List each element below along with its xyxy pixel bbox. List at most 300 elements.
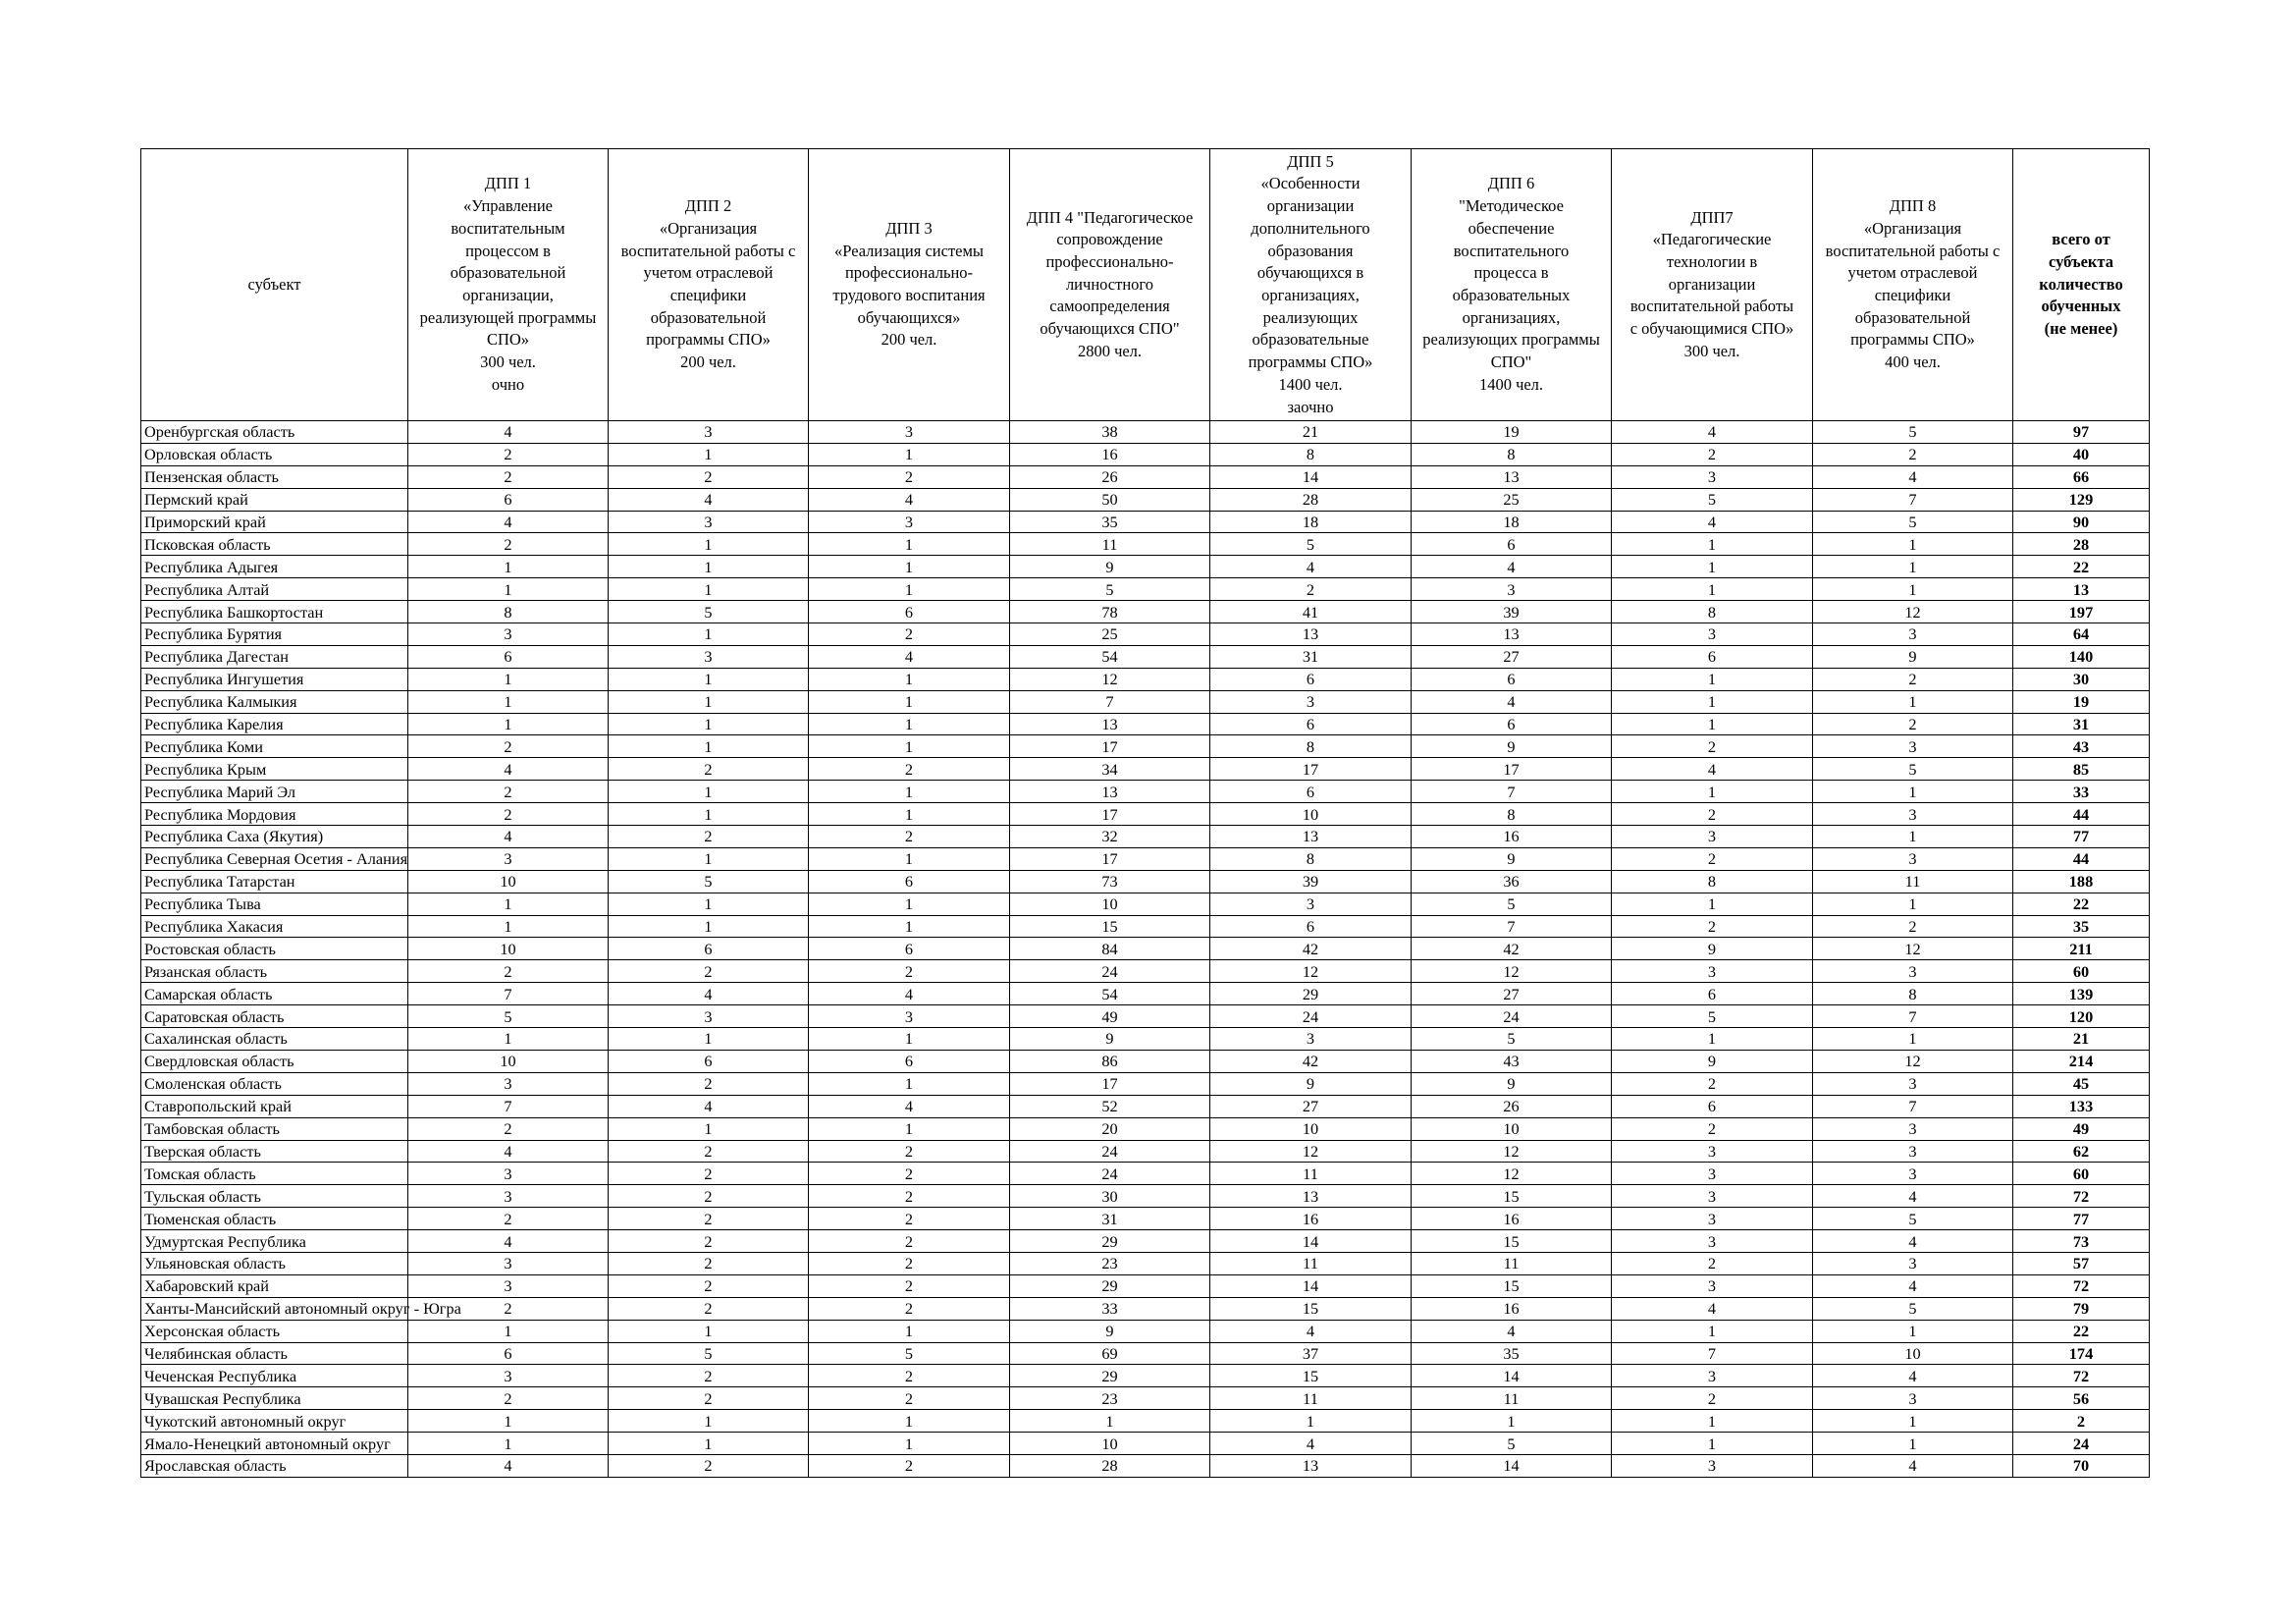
value-cell-dpp2: 1 [609, 781, 809, 803]
value-cell-dpp5: 4 [1210, 556, 1412, 578]
subject-cell: Пензенская область [141, 465, 408, 488]
column-header-line: «Педагогические [1652, 230, 1772, 249]
column-header-line: обучающихся СПО" [1040, 319, 1180, 339]
value-cell-dpp4: 12 [1010, 668, 1210, 690]
value-cell-dpp8: 4 [1813, 1454, 2013, 1477]
value-cell-dpp4: 50 [1010, 488, 1210, 511]
value-cell-dpp7: 2 [1612, 443, 1813, 465]
column-header-line: «Реализация системы [833, 241, 985, 260]
value-cell-dpp5: 4 [1210, 1433, 1412, 1455]
value-cell-dpp8: 1 [1813, 781, 2013, 803]
value-cell-dpp3: 1 [809, 443, 1010, 465]
value-cell-dpp7: 1 [1612, 668, 1813, 690]
column-header-line: 200 чел. [680, 352, 736, 372]
subject-cell: Ярославская область [141, 1454, 408, 1477]
table-row [141, 713, 2150, 735]
total-cell: 64 [2013, 623, 2150, 646]
table-row [141, 847, 2150, 870]
table-row [141, 668, 2150, 690]
value-cell-dpp7: 2 [1612, 847, 1813, 870]
table-row [141, 1297, 2150, 1320]
table-row [141, 511, 2150, 533]
value-cell-dpp7: 3 [1612, 1185, 1813, 1208]
table-row [141, 1230, 2150, 1253]
column-header-dpp4 [1010, 149, 1210, 421]
total-cell: 77 [2013, 826, 2150, 848]
value-cell-dpp2: 5 [609, 601, 809, 623]
value-cell-dpp5: 6 [1210, 915, 1412, 938]
value-cell-dpp5: 27 [1210, 1095, 1412, 1117]
value-cell-dpp6: 6 [1412, 713, 1612, 735]
value-cell-dpp6: 13 [1412, 465, 1612, 488]
column-header-line: образования [1267, 241, 1354, 260]
value-cell-dpp8: 2 [1813, 668, 2013, 690]
value-cell-dpp1: 6 [408, 645, 609, 668]
value-cell-dpp8: 12 [1813, 938, 2013, 960]
value-cell-dpp6: 5 [1412, 1433, 1612, 1455]
table-row [141, 1117, 2150, 1140]
value-cell-dpp2: 2 [609, 1274, 809, 1297]
table-row [141, 826, 2150, 848]
table-row [141, 1005, 2150, 1028]
value-cell-dpp4: 17 [1010, 847, 1210, 870]
table-row [141, 1072, 2150, 1095]
value-cell-dpp4: 23 [1010, 1387, 1210, 1410]
column-header-line: 2800 чел. [1077, 341, 1143, 360]
value-cell-dpp8: 1 [1813, 533, 2013, 556]
value-cell-dpp1: 1 [408, 556, 609, 578]
value-cell-dpp4: 25 [1010, 623, 1210, 646]
value-cell-dpp4: 29 [1010, 1365, 1210, 1387]
total-cell: 43 [2013, 735, 2150, 758]
value-cell-dpp3: 1 [809, 1410, 1010, 1433]
column-header-line: самоопределения [1049, 297, 1170, 316]
column-header-line: образовательные [1252, 330, 1369, 350]
value-cell-dpp7: 3 [1612, 1274, 1813, 1297]
value-cell-dpp7: 7 [1612, 1342, 1813, 1365]
total-cell: 22 [2013, 556, 2150, 578]
value-cell-dpp7: 1 [1612, 713, 1813, 735]
value-cell-dpp6: 26 [1412, 1095, 1612, 1117]
value-cell-dpp8: 9 [1813, 645, 2013, 668]
value-cell-dpp4: 20 [1010, 1117, 1210, 1140]
column-header-line: реализующей программы [419, 307, 597, 327]
value-cell-dpp6: 3 [1412, 578, 1612, 601]
column-header-line: "Методическое [1459, 196, 1564, 216]
value-cell-dpp3: 5 [809, 1342, 1010, 1365]
value-cell-dpp2: 2 [609, 960, 809, 983]
table-row [141, 556, 2150, 578]
column-header-line: (не менее) [2044, 319, 2118, 339]
column-header-total [2013, 149, 2150, 421]
value-cell-dpp4: 10 [1010, 1433, 1210, 1455]
value-cell-dpp5: 24 [1210, 1005, 1412, 1028]
table-row [141, 601, 2150, 623]
subject-cell: Удмуртская Республика [141, 1230, 408, 1253]
subject-cell: Республика Тыва [141, 893, 408, 915]
value-cell-dpp4: 78 [1010, 601, 1210, 623]
total-cell: 97 [2013, 421, 2150, 444]
value-cell-dpp2: 1 [609, 1320, 809, 1342]
value-cell-dpp1: 2 [408, 465, 609, 488]
value-cell-dpp7: 1 [1612, 556, 1813, 578]
value-cell-dpp2: 2 [609, 1208, 809, 1230]
value-cell-dpp7: 9 [1612, 938, 1813, 960]
total-cell: 120 [2013, 1005, 2150, 1028]
table-row [141, 533, 2150, 556]
value-cell-dpp4: 17 [1010, 1072, 1210, 1095]
value-cell-dpp7: 3 [1612, 1140, 1813, 1163]
column-header-subject [141, 149, 408, 421]
value-cell-dpp6: 14 [1412, 1365, 1612, 1387]
table-row [141, 443, 2150, 465]
column-header-line: обученных [2041, 297, 2121, 316]
subject-cell: Республика Марий Эл [141, 781, 408, 803]
value-cell-dpp1: 4 [408, 1454, 609, 1477]
value-cell-dpp7: 3 [1612, 1208, 1813, 1230]
subject-cell: Тверская область [141, 1140, 408, 1163]
value-cell-dpp8: 1 [1813, 556, 2013, 578]
value-cell-dpp1: 8 [408, 601, 609, 623]
value-cell-dpp5: 6 [1210, 781, 1412, 803]
value-cell-dpp2: 2 [609, 1387, 809, 1410]
value-cell-dpp3: 3 [809, 1005, 1010, 1028]
value-cell-dpp8: 3 [1813, 1117, 2013, 1140]
value-cell-dpp6: 24 [1412, 1005, 1612, 1028]
value-cell-dpp7: 8 [1612, 601, 1813, 623]
value-cell-dpp6: 15 [1412, 1274, 1612, 1297]
value-cell-dpp8: 5 [1813, 421, 2013, 444]
subject-cell: Республика Северная Осетия - Алания [141, 847, 408, 870]
value-cell-dpp7: 2 [1612, 1117, 1813, 1140]
total-cell: 133 [2013, 1095, 2150, 1117]
value-cell-dpp2: 2 [609, 1140, 809, 1163]
column-header-line: количество [2039, 274, 2123, 294]
value-cell-dpp5: 11 [1210, 1252, 1412, 1274]
column-header-line: процессом в [465, 241, 551, 260]
value-cell-dpp4: 9 [1010, 1028, 1210, 1051]
table-row [141, 781, 2150, 803]
value-cell-dpp7: 3 [1612, 1454, 1813, 1477]
value-cell-dpp2: 1 [609, 735, 809, 758]
column-header-line: ДПП 6 [1487, 174, 1535, 193]
value-cell-dpp4: 16 [1010, 443, 1210, 465]
value-cell-dpp8: 4 [1813, 465, 2013, 488]
value-cell-dpp7: 2 [1612, 735, 1813, 758]
value-cell-dpp3: 4 [809, 645, 1010, 668]
value-cell-dpp7: 4 [1612, 511, 1813, 533]
table-row [141, 1342, 2150, 1365]
value-cell-dpp1: 7 [408, 983, 609, 1005]
value-cell-dpp3: 1 [809, 893, 1010, 915]
table-row [141, 1050, 2150, 1072]
value-cell-dpp5: 6 [1210, 713, 1412, 735]
column-header-line: воспитательной работы с [1825, 241, 2001, 260]
column-header-line: организациях, [1261, 286, 1360, 304]
total-cell: 33 [2013, 781, 2150, 803]
subject-cell: Республика Дагестан [141, 645, 408, 668]
value-cell-dpp5: 5 [1210, 533, 1412, 556]
value-cell-dpp1: 2 [408, 443, 609, 465]
table-row [141, 1365, 2150, 1387]
value-cell-dpp8: 3 [1813, 1072, 2013, 1095]
value-cell-dpp4: 29 [1010, 1274, 1210, 1297]
value-cell-dpp6: 17 [1412, 758, 1612, 781]
value-cell-dpp7: 6 [1612, 983, 1813, 1005]
value-cell-dpp6: 8 [1412, 443, 1612, 465]
value-cell-dpp5: 14 [1210, 465, 1412, 488]
column-header-line: личностного [1065, 274, 1154, 294]
value-cell-dpp2: 6 [609, 1050, 809, 1072]
value-cell-dpp5: 9 [1210, 1072, 1412, 1095]
total-cell: 72 [2013, 1185, 2150, 1208]
subject-cell: Ставропольский край [141, 1095, 408, 1117]
total-cell: 49 [2013, 1117, 2150, 1140]
table-row [141, 938, 2150, 960]
column-header-line: 1400 чел. [1478, 374, 1544, 394]
table-row [141, 1410, 2150, 1433]
column-header-line: субъекта [2049, 251, 2113, 271]
total-cell: 44 [2013, 803, 2150, 826]
table-row [141, 1185, 2150, 1208]
value-cell-dpp8: 2 [1813, 713, 2013, 735]
value-cell-dpp2: 2 [609, 465, 809, 488]
total-cell: 40 [2013, 443, 2150, 465]
value-cell-dpp7: 3 [1612, 1365, 1813, 1387]
value-cell-dpp6: 12 [1412, 1163, 1612, 1185]
value-cell-dpp5: 14 [1210, 1274, 1412, 1297]
value-cell-dpp8: 1 [1813, 690, 2013, 713]
total-cell: 211 [2013, 938, 2150, 960]
value-cell-dpp5: 8 [1210, 847, 1412, 870]
value-cell-dpp4: 15 [1010, 915, 1210, 938]
value-cell-dpp1: 1 [408, 893, 609, 915]
value-cell-dpp6: 10 [1412, 1117, 1612, 1140]
total-cell: 31 [2013, 713, 2150, 735]
value-cell-dpp1: 3 [408, 623, 609, 646]
value-cell-dpp1: 7 [408, 1095, 609, 1117]
subject-cell: Республика Коми [141, 735, 408, 758]
value-cell-dpp3: 2 [809, 960, 1010, 983]
subject-cell: Псковская область [141, 533, 408, 556]
value-cell-dpp2: 1 [609, 690, 809, 713]
column-header-line: организации, [462, 286, 554, 304]
value-cell-dpp1: 10 [408, 1050, 609, 1072]
subject-cell: Приморский край [141, 511, 408, 533]
subject-cell: Ямало-Ненецкий автономный округ [141, 1433, 408, 1455]
column-header-line: 300 чел. [480, 352, 536, 372]
column-header-line: организациях, [1462, 307, 1561, 327]
table-row [141, 578, 2150, 601]
value-cell-dpp4: 24 [1010, 1140, 1210, 1163]
table-row [141, 1433, 2150, 1455]
value-cell-dpp3: 2 [809, 1185, 1010, 1208]
value-cell-dpp6: 14 [1412, 1454, 1612, 1477]
column-header-dpp1 [408, 149, 609, 421]
subject-cell: Тульская область [141, 1185, 408, 1208]
column-header-line: СПО" [1490, 352, 1532, 372]
column-header-line: СПО» [486, 330, 530, 350]
table-row [141, 645, 2150, 668]
value-cell-dpp7: 1 [1612, 1410, 1813, 1433]
total-cell: 30 [2013, 668, 2150, 690]
value-cell-dpp5: 41 [1210, 601, 1412, 623]
value-cell-dpp5: 42 [1210, 938, 1412, 960]
total-cell: 79 [2013, 1297, 2150, 1320]
value-cell-dpp3: 2 [809, 1163, 1010, 1185]
value-cell-dpp7: 4 [1612, 758, 1813, 781]
column-header-line: 300 чел. [1683, 341, 1740, 360]
table-row [141, 1028, 2150, 1051]
column-header-line: программы СПО» [1850, 330, 1975, 350]
value-cell-dpp1: 4 [408, 758, 609, 781]
value-cell-dpp8: 4 [1813, 1274, 2013, 1297]
total-cell: 85 [2013, 758, 2150, 781]
value-cell-dpp6: 11 [1412, 1252, 1612, 1274]
column-header-dpp6 [1412, 149, 1612, 421]
subject-cell: Чукотский автономный округ [141, 1410, 408, 1433]
value-cell-dpp2: 1 [609, 623, 809, 646]
value-cell-dpp6: 19 [1412, 421, 1612, 444]
value-cell-dpp2: 4 [609, 488, 809, 511]
value-cell-dpp3: 1 [809, 578, 1010, 601]
header-row [141, 149, 2150, 421]
value-cell-dpp1: 3 [408, 847, 609, 870]
value-cell-dpp6: 1 [1412, 1410, 1612, 1433]
value-cell-dpp5: 37 [1210, 1342, 1412, 1365]
total-cell: 19 [2013, 690, 2150, 713]
value-cell-dpp6: 15 [1412, 1185, 1612, 1208]
value-cell-dpp8: 12 [1813, 1050, 2013, 1072]
value-cell-dpp2: 5 [609, 1342, 809, 1365]
value-cell-dpp3: 2 [809, 1274, 1010, 1297]
column-header-line: организации [1266, 196, 1355, 216]
column-header-line: ДПП 5 [1287, 151, 1334, 171]
column-header-line: ДПП 2 [684, 196, 732, 216]
value-cell-dpp3: 1 [809, 713, 1010, 735]
value-cell-dpp8: 11 [1813, 870, 2013, 893]
value-cell-dpp5: 11 [1210, 1387, 1412, 1410]
total-cell: 90 [2013, 511, 2150, 533]
column-header-line: ДПП 3 [885, 218, 933, 238]
column-header-line: программы СПО» [646, 330, 771, 350]
column-header-line: «Организация [1863, 218, 1962, 238]
value-cell-dpp5: 10 [1210, 1117, 1412, 1140]
value-cell-dpp6: 39 [1412, 601, 1612, 623]
value-cell-dpp8: 3 [1813, 960, 2013, 983]
value-cell-dpp4: 13 [1010, 713, 1210, 735]
value-cell-dpp2: 6 [609, 938, 809, 960]
value-cell-dpp3: 6 [809, 601, 1010, 623]
value-cell-dpp2: 1 [609, 893, 809, 915]
value-cell-dpp1: 10 [408, 870, 609, 893]
value-cell-dpp3: 2 [809, 465, 1010, 488]
value-cell-dpp1: 2 [408, 1387, 609, 1410]
value-cell-dpp8: 5 [1813, 511, 2013, 533]
subject-cell: Ульяновская область [141, 1252, 408, 1274]
column-header-line: специфики [669, 286, 747, 304]
table-row [141, 421, 2150, 444]
value-cell-dpp7: 4 [1612, 1297, 1813, 1320]
column-header-line: сопровождение [1056, 230, 1163, 249]
column-header-dpp7 [1612, 149, 1813, 421]
value-cell-dpp1: 2 [408, 1297, 609, 1320]
value-cell-dpp6: 7 [1412, 915, 1612, 938]
value-cell-dpp7: 2 [1612, 1072, 1813, 1095]
value-cell-dpp4: 84 [1010, 938, 1210, 960]
total-cell: 73 [2013, 1230, 2150, 1253]
value-cell-dpp7: 1 [1612, 1028, 1813, 1051]
column-header-line: 1400 чел. [1278, 374, 1343, 394]
column-header-line: учетом отраслевой [643, 263, 774, 283]
value-cell-dpp8: 3 [1813, 1252, 2013, 1274]
value-cell-dpp8: 10 [1813, 1342, 2013, 1365]
value-cell-dpp3: 1 [809, 915, 1010, 938]
value-cell-dpp2: 2 [609, 1252, 809, 1274]
value-cell-dpp1: 6 [408, 1342, 609, 1365]
value-cell-dpp3: 2 [809, 826, 1010, 848]
value-cell-dpp3: 1 [809, 1433, 1010, 1455]
value-cell-dpp6: 18 [1412, 511, 1612, 533]
subject-cell: Тамбовская область [141, 1117, 408, 1140]
table-row [141, 983, 2150, 1005]
value-cell-dpp6: 16 [1412, 1297, 1612, 1320]
value-cell-dpp8: 7 [1813, 1095, 2013, 1117]
value-cell-dpp5: 39 [1210, 870, 1412, 893]
value-cell-dpp5: 15 [1210, 1297, 1412, 1320]
column-header-line: обучающихся в [1256, 263, 1364, 283]
column-header-line: образовательной [650, 307, 767, 327]
column-header-line: ДПП 4 "Педагогическое [1026, 207, 1194, 227]
value-cell-dpp7: 8 [1612, 870, 1813, 893]
value-cell-dpp5: 13 [1210, 1454, 1412, 1477]
total-cell: 129 [2013, 488, 2150, 511]
value-cell-dpp2: 1 [609, 668, 809, 690]
table-row [141, 915, 2150, 938]
value-cell-dpp8: 3 [1813, 1163, 2013, 1185]
value-cell-dpp2: 1 [609, 578, 809, 601]
value-cell-dpp3: 1 [809, 1117, 1010, 1140]
subject-cell: Челябинская область [141, 1342, 408, 1365]
value-cell-dpp8: 1 [1813, 1410, 2013, 1433]
value-cell-dpp5: 13 [1210, 1185, 1412, 1208]
value-cell-dpp6: 8 [1412, 803, 1612, 826]
value-cell-dpp6: 7 [1412, 781, 1612, 803]
value-cell-dpp7: 3 [1612, 960, 1813, 983]
value-cell-dpp3: 6 [809, 938, 1010, 960]
value-cell-dpp6: 4 [1412, 1320, 1612, 1342]
value-cell-dpp4: 11 [1010, 533, 1210, 556]
value-cell-dpp5: 31 [1210, 645, 1412, 668]
subject-cell: Республика Адыгея [141, 556, 408, 578]
value-cell-dpp6: 5 [1412, 893, 1612, 915]
value-cell-dpp7: 3 [1612, 623, 1813, 646]
value-cell-dpp4: 17 [1010, 735, 1210, 758]
column-header-line: 400 чел. [1885, 352, 1941, 372]
value-cell-dpp7: 1 [1612, 1320, 1813, 1342]
value-cell-dpp6: 12 [1412, 960, 1612, 983]
table-row [141, 1208, 2150, 1230]
value-cell-dpp7: 3 [1612, 1163, 1813, 1185]
value-cell-dpp6: 35 [1412, 1342, 1612, 1365]
value-cell-dpp2: 1 [609, 1410, 809, 1433]
subject-cell: Тюменская область [141, 1208, 408, 1230]
value-cell-dpp1: 2 [408, 533, 609, 556]
value-cell-dpp1: 3 [408, 1072, 609, 1095]
value-cell-dpp5: 29 [1210, 983, 1412, 1005]
total-cell: 57 [2013, 1252, 2150, 1274]
table-row [141, 465, 2150, 488]
